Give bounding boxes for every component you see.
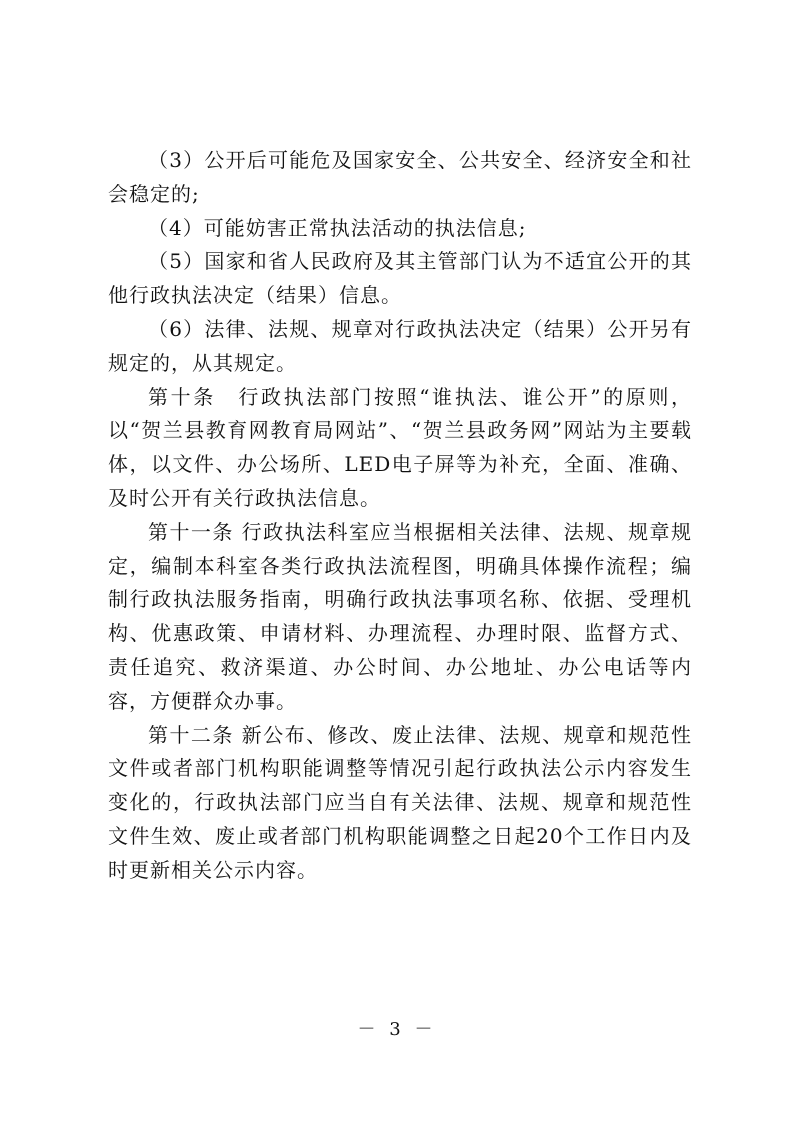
paragraph-article-12: 第十二条 新公布、修改、废止法律、法规、规章和规范性文件或者部门机构职能调整等情况引起行政执法公示内容发生变化的，行政执法部门应当自有关法律、法规、规章和规范性文件生效、废止或者部门机构职能调整之日起20个工作日内及时更新相关公示内容。 <box>108 722 692 882</box>
paragraph-item-5: （5）国家和省人民政府及其主管部门认为不适宜公开的其他行政执法决定（结果）信息。 <box>108 249 692 308</box>
paragraph-article-11: 第十一条 行政执法科室应当根据相关法律、法规、规章规定，编制本科室各类行政执法流程图，明确具体操作流程；编制行政执法服务指南，明确行政执法事项名称、依据、受理机构、优惠政策、申请材料、办理流程、办理时限、监督方式、责任追究、救济渠道、办公时间、办公地址、办公电话等内容，方便群众办事。 <box>108 519 692 713</box>
body-text <box>108 144 692 888</box>
paragraph-article-10: 第十条 行政执法部门按照“谁执法、谁公开”的原则，以“贺兰县教育网教育局网站”、“贺兰县政务网”网站为主要载体，以文件、办公场所、LED电子屏等为补充，全面、准确、及时公开有关行政执法信息。 <box>108 384 692 510</box>
paragraph-item-3: （3）公开后可能危及国家安全、公共安全、经济安全和社会稳定的; <box>108 148 692 206</box>
paragraph-item-4: （4）可能妨害正常执法活动的执法信息; <box>148 215 527 240</box>
paragraph-item-6: （6）法律、法规、规章对行政执法决定（结果）公开另有规定的，从其规定。 <box>108 316 692 375</box>
page-number: － 3 － <box>357 1019 437 1040</box>
